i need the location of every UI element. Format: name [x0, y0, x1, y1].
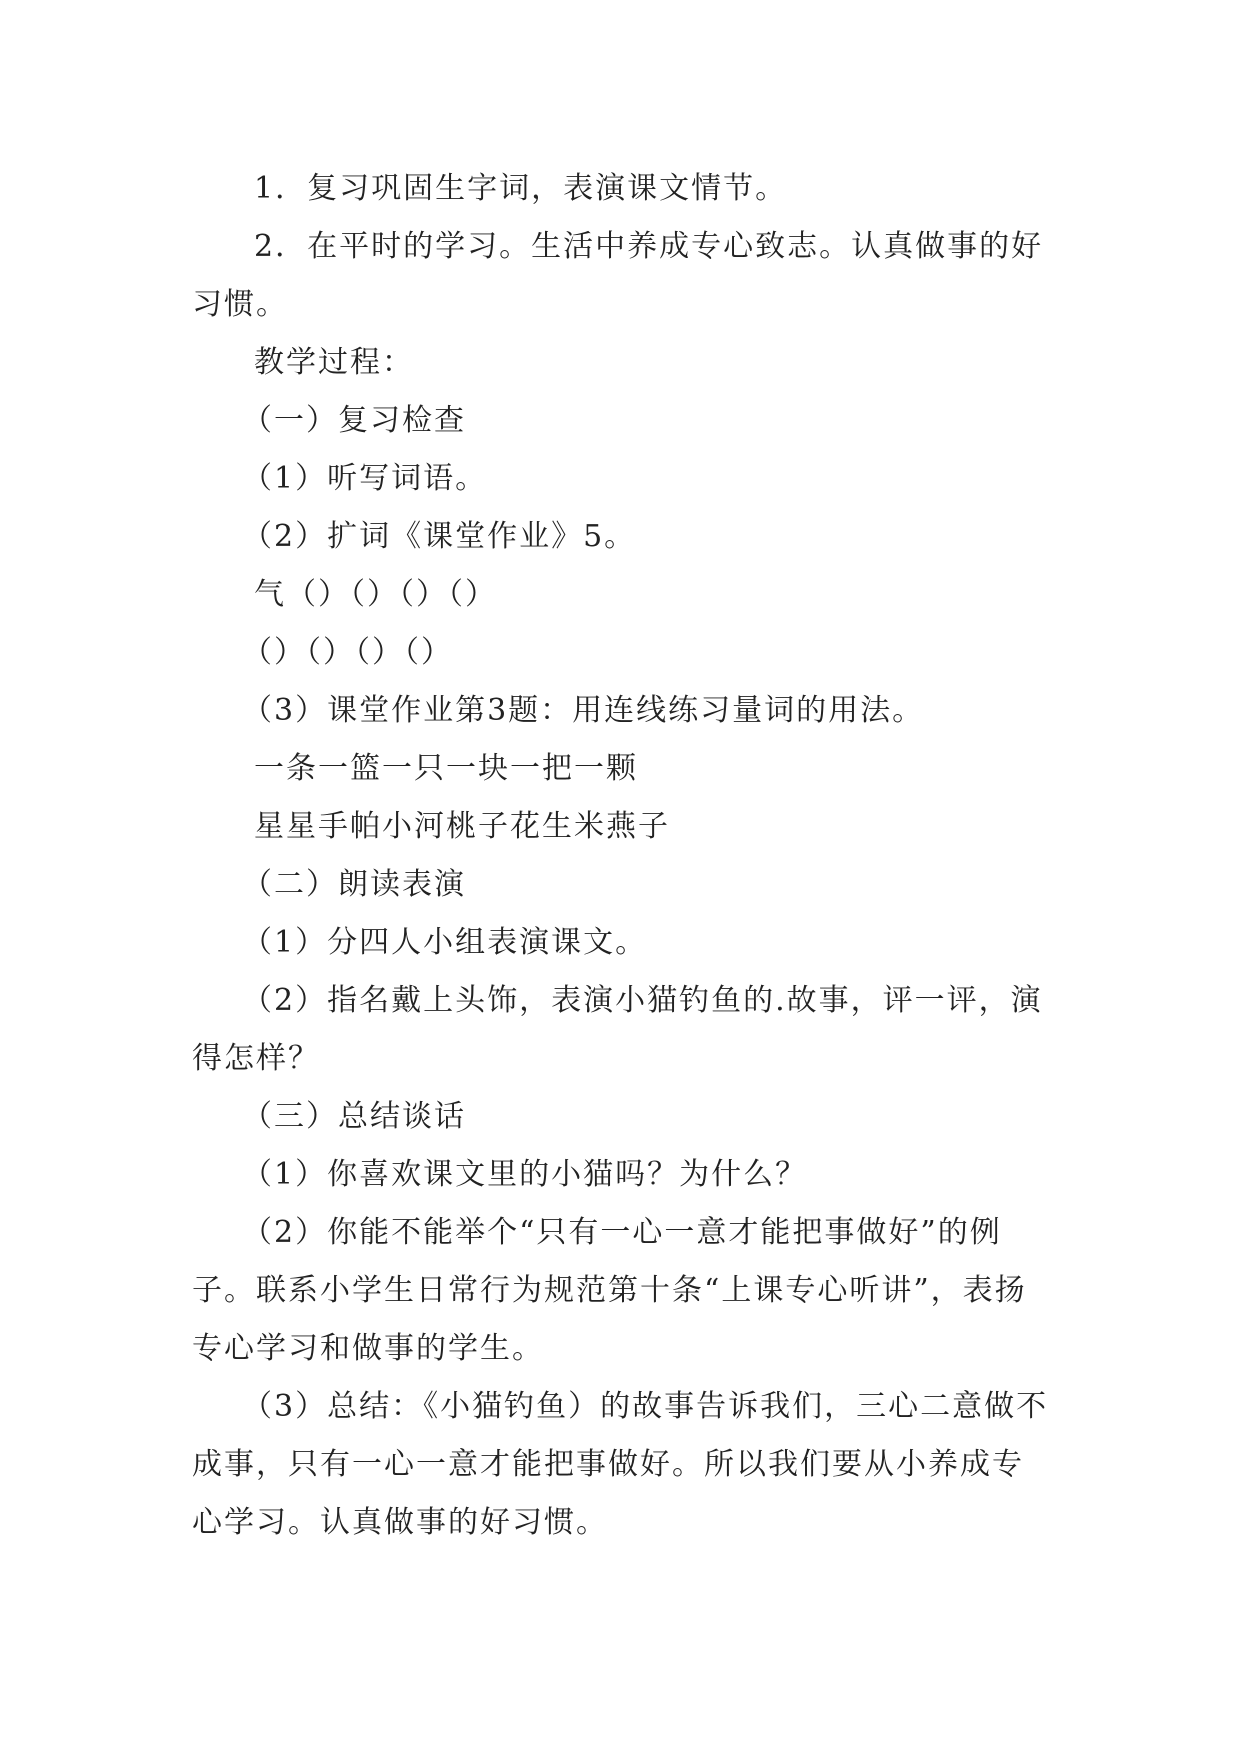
word-expansion-line-2: （）（）（）（） — [242, 635, 453, 670]
performance-item-2: （2）指名戴上头饰，表演小猫钓鱼的.故事，评一评，演得怎样？ — [192, 983, 1043, 1076]
summary-item-2: （2）你能不能举个“只有一心一意才能把事做好”的例子。联系小学生日常行为规范第十条“上课专心听讲”，表扬专心学习和做事的学生。 — [192, 1215, 1027, 1366]
objective-2: 2．在平时的学习。生活中养成专心致志。认真做事的好习惯。 — [192, 229, 1044, 322]
measure-words-line: 一条一篮一只一块一把一颗 — [254, 751, 638, 786]
document-body — [192, 160, 1052, 1552]
review-item-3: （3）课堂作业第3题：用连线练习量词的用法。 — [242, 693, 925, 728]
review-item-2: （2）扩词《课堂作业》5。 — [242, 519, 637, 554]
section-heading-teaching-process: 教学过程： — [254, 345, 414, 380]
summary-item-1: （1）你喜欢课文里的小猫吗？为什么？ — [242, 1157, 808, 1192]
review-item-1: （1）听写词语。 — [242, 461, 488, 496]
section-heading-summary-talk: （三）总结谈话 — [242, 1099, 466, 1134]
word-expansion-line-1: 气（）（）（）（） — [254, 577, 497, 612]
section-heading-review: （一）复习检查 — [242, 403, 466, 438]
performance-item-1: （1）分四人小组表演课文。 — [242, 925, 648, 960]
summary-item-3: （3）总结：《小猫钓鱼）的故事告诉我们，三心二意做不成事，只有一心一意才能把事做好。所以我们要从小养成专心学习。认真做事的好习惯。 — [192, 1389, 1049, 1540]
objective-1: 1．复习巩固生字词，表演课文情节。 — [254, 171, 788, 206]
section-heading-reading-performance: （二）朗读表演 — [242, 867, 466, 902]
nouns-line: 星星手帕小河桃子花生米燕子 — [254, 809, 670, 844]
